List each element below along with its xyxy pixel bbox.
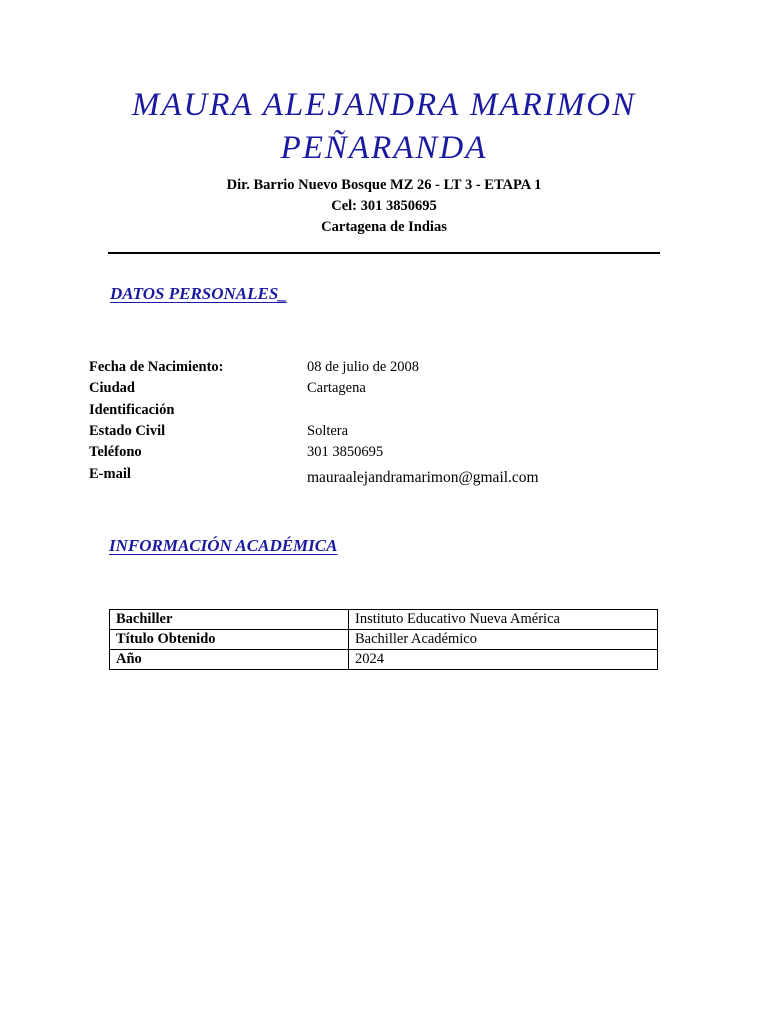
phone-line: Cel: 301 3850695	[331, 198, 437, 214]
table-cell-label: Bachiller	[110, 610, 349, 630]
header-divider	[108, 252, 660, 254]
table-cell-value: Bachiller Académico	[349, 630, 658, 650]
birthdate-label: Fecha de Nacimiento:	[89, 359, 224, 375]
email-label: E-mail	[89, 466, 131, 482]
academic-info-title: INFORMACIÓN ACADÉMICA	[109, 536, 338, 555]
phone-label: Teléfono	[89, 444, 142, 460]
id-label: Identificación	[89, 402, 175, 418]
table-cell-value: Instituto Educativo Nueva América	[349, 610, 658, 630]
phone-value: 301 3850695	[307, 444, 384, 460]
personal-data-title: DATOS PERSONALES_	[110, 284, 287, 303]
name-line-2: PEÑARANDA	[280, 130, 488, 166]
table-row	[110, 630, 658, 650]
table-cell-label: Título Obtenido	[110, 630, 349, 650]
birthdate-value: 08 de julio de 2008	[307, 359, 419, 375]
city-line: Cartagena de Indias	[321, 219, 447, 235]
table-row	[110, 610, 658, 630]
table-row	[110, 650, 658, 670]
academic-table	[109, 609, 658, 670]
email-value: mauraalejandramarimon@gmail.com	[307, 469, 539, 486]
civil-status-value: Soltera	[307, 423, 349, 439]
address-line: Dir. Barrio Nuevo Bosque MZ 26 - LT 3 - ETAPA 1	[226, 177, 542, 193]
name-line-1: MAURA ALEJANDRA MARIMON	[131, 87, 637, 123]
table-cell-label: Año	[110, 650, 349, 670]
civil-status-label: Estado Civil	[89, 423, 166, 439]
city-value: Cartagena	[307, 380, 366, 396]
table-cell-value: 2024	[349, 650, 658, 670]
city-label: Ciudad	[89, 380, 135, 396]
resume-name	[0, 84, 768, 170]
